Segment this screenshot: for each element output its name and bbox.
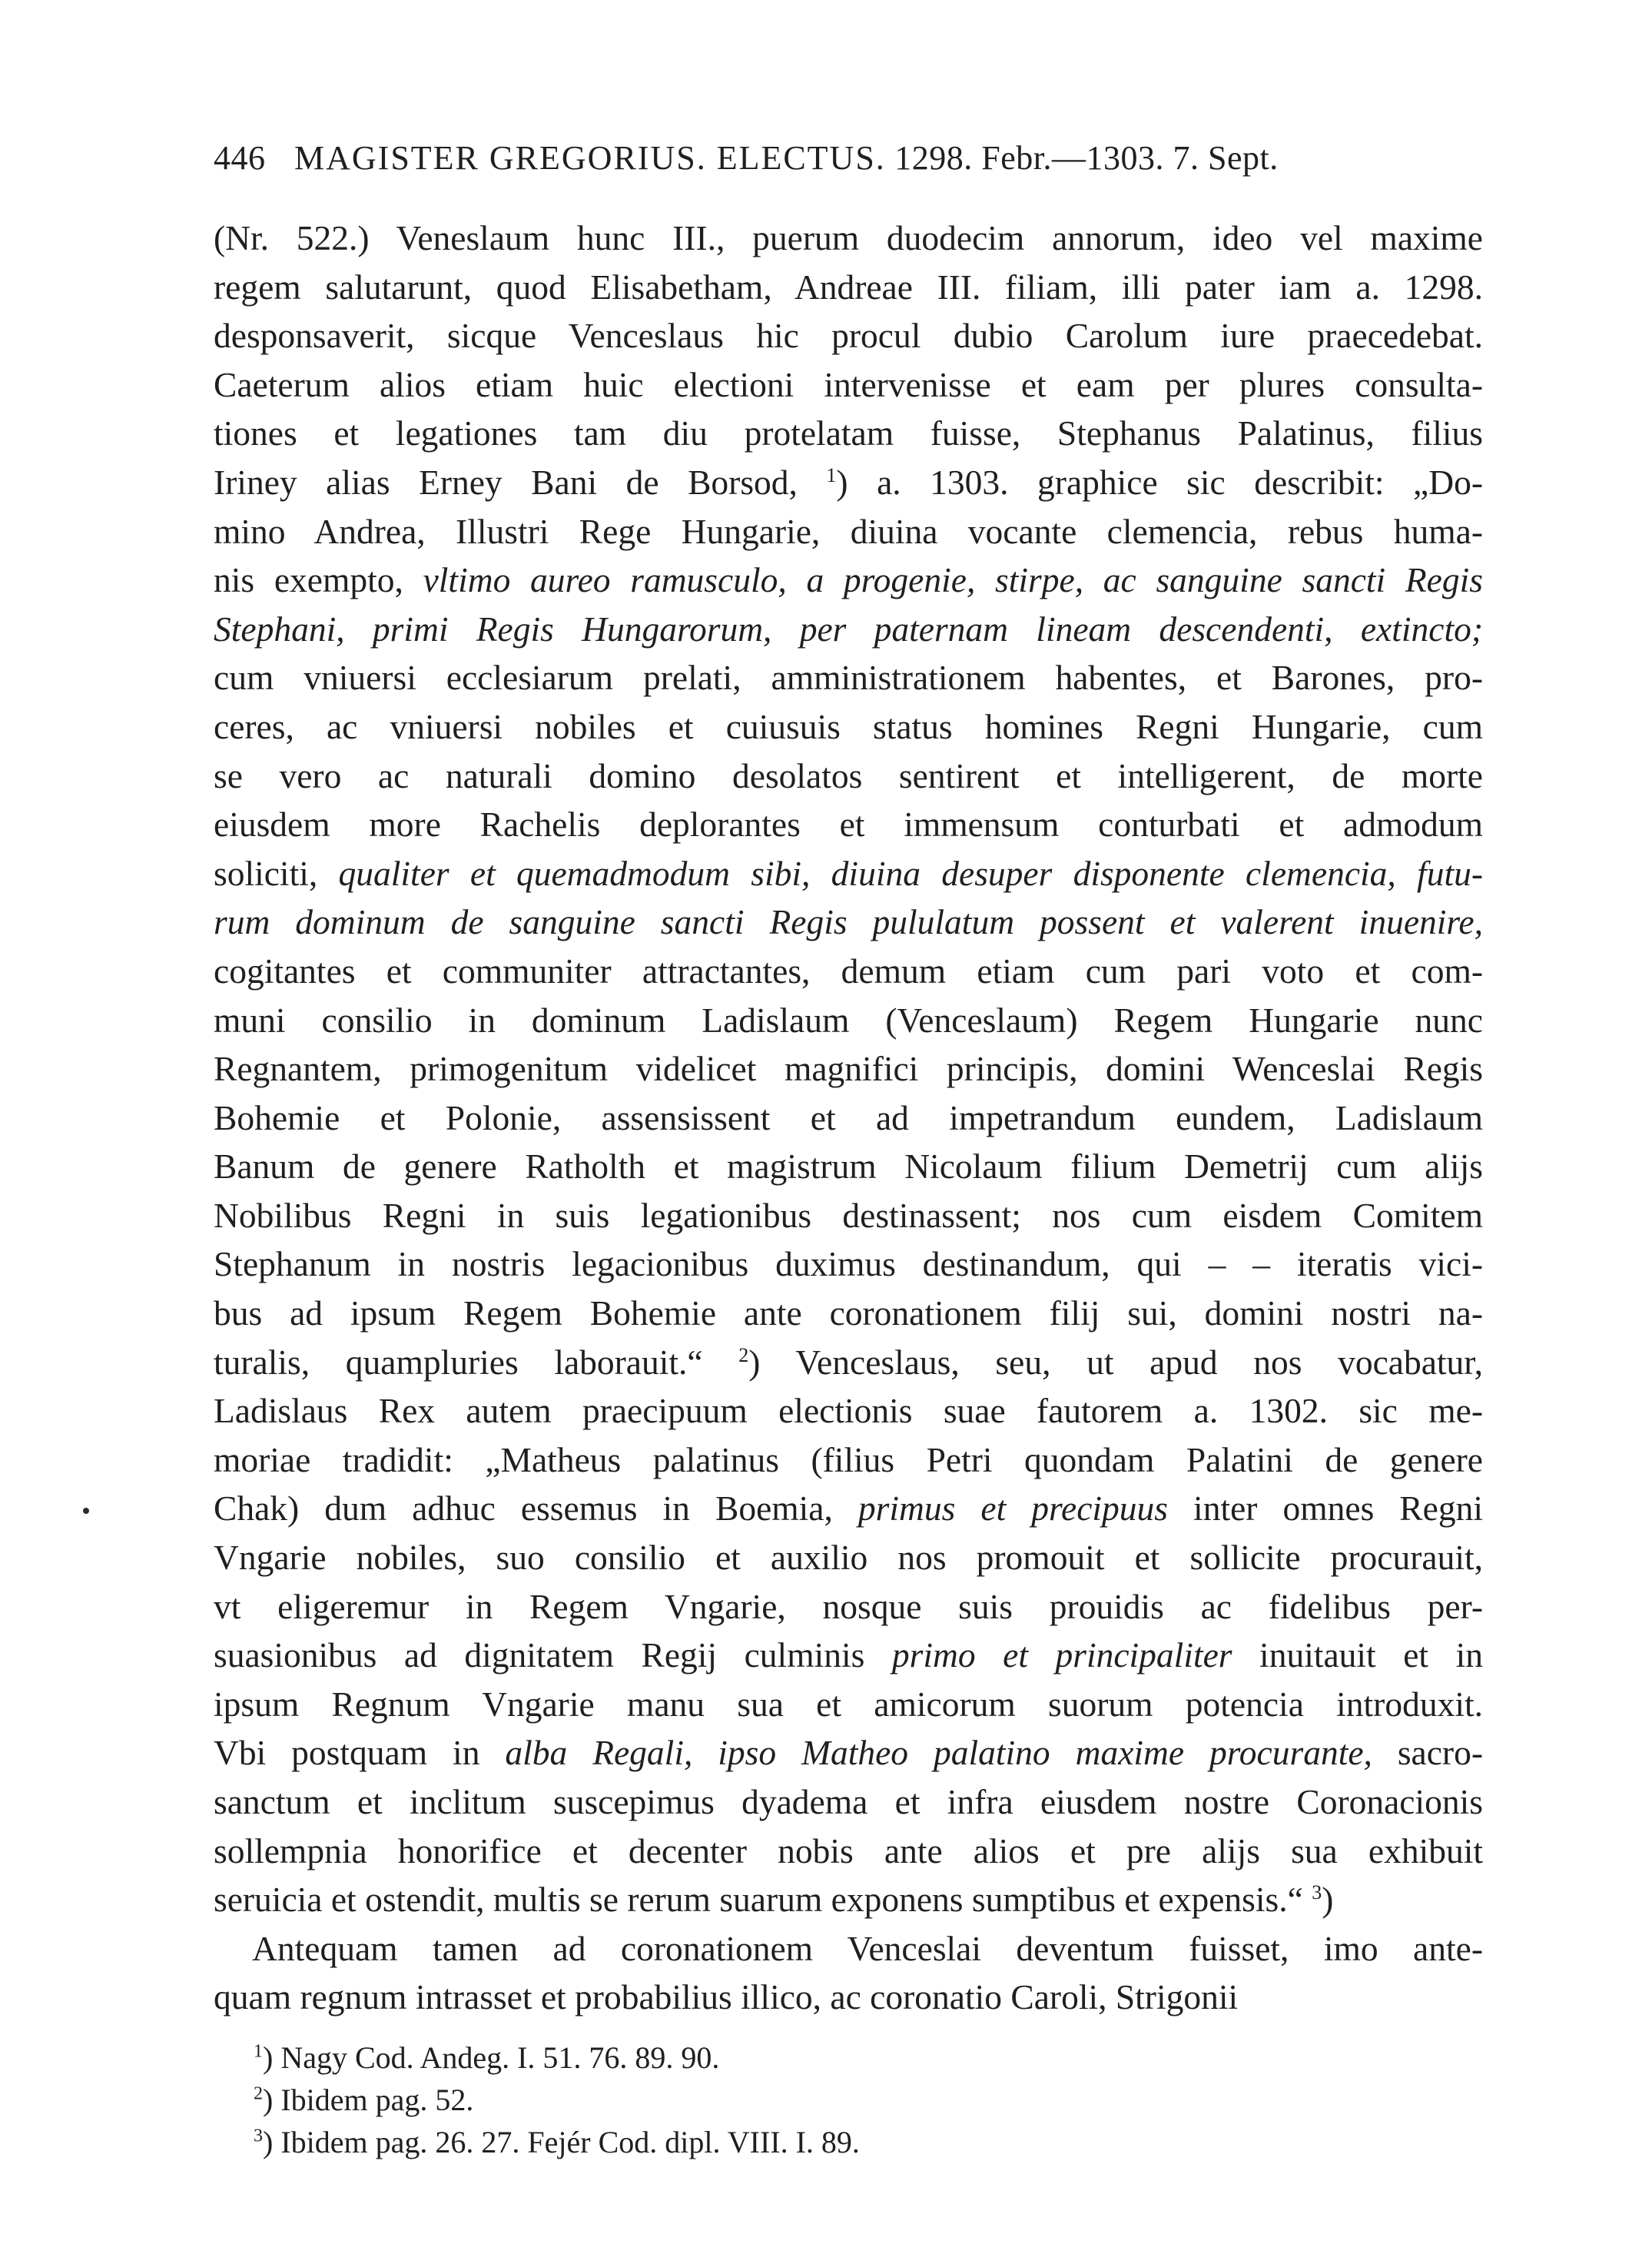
text-line (214, 1094, 1483, 1143)
text-line (214, 605, 1483, 654)
footnote-text: ) Nagy Cod. Andeg. I. 51. 76. 89. 90. (263, 2040, 720, 2075)
text-line (214, 898, 1483, 947)
footnote-text: ) Ibidem pag. 26. 27. Fejér Cod. dipl. VIII. I. 89. (263, 2125, 860, 2159)
footnote-text: ) Ibidem pag. 52. (263, 2083, 474, 2117)
text-line (214, 263, 1483, 312)
text-line (214, 947, 1483, 996)
italic-run: primo et principaliter (891, 1635, 1232, 1675)
text-run: Caeterum alios etiam huic electioni intervenisse et eam per plures consulta- (214, 364, 1483, 404)
text-run: Chak) dum adhuc essemus in Boemia, (214, 1489, 858, 1528)
text-run: turalis, quampluries laborauit.“ (214, 1342, 739, 1382)
text-line (214, 311, 1483, 360)
text-line (214, 556, 1483, 605)
footnote-ref: 3 (1312, 1881, 1322, 1904)
footnote-ref: 1 (826, 463, 837, 486)
footnote (254, 2121, 860, 2163)
text-run: Banum de genere Ratholth et magistrum Nicolaum filium Demetrij cum alijs (214, 1147, 1483, 1187)
text-line (214, 752, 1483, 801)
text-run: soliciti, (214, 853, 339, 893)
running-header (214, 135, 1397, 181)
text-line (214, 1191, 1483, 1240)
text-line (214, 1631, 1483, 1680)
italic-run: vltimo aureo ramusculo, a progenie, stirpe, ac sanguine sancti Regis (423, 560, 1483, 600)
text-run: Ladislaus Rex autem praecipuum electionis suae fautorem a. 1302. sic me- (214, 1391, 1483, 1431)
text-run: moriae tradidit: „Matheus palatinus (filius Petri quondam Palatini de genere (214, 1439, 1483, 1479)
text-run: sacro- (1372, 1733, 1483, 1773)
text-run: vt eligeremur in Regem Vngarie, nosque suis prouidis ac fidelibus per- (214, 1586, 1483, 1626)
text-line (214, 1973, 1483, 2022)
text-line (214, 1680, 1483, 1729)
text-line (214, 1386, 1483, 1436)
body-text (214, 214, 1483, 2022)
footnotes (254, 2036, 860, 2163)
text-run: sanctum et inclitum suscepimus dyadema et infra eiusdem nostre Coronacionis (214, 1782, 1483, 1821)
text-line (214, 653, 1483, 702)
text-run: nis exempto, (214, 560, 423, 600)
text-run: (Nr. 522.) Veneslaum hunc III., puerum duodecim annorum, ideo vel maxime (214, 218, 1483, 257)
text-run: Bohemie et Polonie, assensissent et ad impetrandum eundem, Ladislaum (214, 1097, 1483, 1137)
text-run: cogitantes et communiter attractantes, demum etiam cum pari voto et com- (214, 951, 1483, 991)
text-line (214, 1240, 1483, 1289)
italic-run: Stephani, primi Regis Hungarorum, per paternam lineam descendenti, extincto; (214, 609, 1483, 649)
text-line (214, 800, 1483, 849)
text-line (214, 1142, 1483, 1191)
footnote-mark: 3 (254, 2126, 263, 2146)
page-number: 446 (214, 139, 266, 177)
text-run: ) a. 1303. graphice sic describit: „Do- (836, 462, 1483, 502)
text-run: Stephanum in nostris legacionibus duximus destinandum, qui – – iteratis vici- (214, 1244, 1483, 1284)
text-line (214, 214, 1483, 263)
text-line (214, 702, 1483, 752)
italic-run: alba Regali, ipso Matheo palatino maxime procurante, (505, 1733, 1372, 1773)
text-line (214, 1533, 1483, 1582)
header-title: MAGISTER GREGORIUS. ELECTUS. (294, 139, 886, 177)
text-run: Regnantem, primogenitum videlicet magnifici principis, domini Wenceslai Regis (214, 1049, 1483, 1089)
text-line (214, 409, 1483, 458)
text-run: desponsaverit, sicque Venceslaus hic procul dubio Carolum iure praecedebat. (214, 316, 1483, 356)
text-line (214, 1484, 1483, 1533)
text-run: suasionibus ad dignitatem Regij culminis (214, 1635, 892, 1675)
text-line (214, 507, 1483, 556)
header-dates: 1298. Febr.—1303. 7. Sept. (894, 139, 1279, 177)
text-run: bus ad ipsum Regem Bohemie ante coronationem filij sui, domini nostri na- (214, 1293, 1483, 1333)
footnote-mark: 2 (254, 2083, 263, 2104)
margin-dot (83, 1508, 89, 1514)
text-run: eiusdem more Rachelis deplorantes et immensum conturbati et admodum (214, 805, 1483, 845)
text-line (214, 1338, 1483, 1387)
text-line (214, 1924, 1483, 1973)
text-run: Antequam tamen ad coronationem Venceslai deventum fuisset, imo ante- (252, 1928, 1483, 1968)
text-line (214, 458, 1483, 507)
text-run: cum vniuersi ecclesiarum prelati, amministrationem habentes, et Barones, pro- (214, 658, 1483, 698)
text-run: inter omnes Regni (1168, 1489, 1483, 1528)
text-run: mino Andrea, Illustri Rege Hungarie, diuina vocante clemencia, rebus huma- (214, 511, 1483, 551)
text-run: ) Venceslaus, seu, ut apud nos vocabatur, (748, 1342, 1484, 1382)
text-line (214, 1044, 1483, 1094)
text-run: sollempnia honorifice et decenter nobis ante alios et pre alijs sua exhibuit (214, 1831, 1483, 1870)
italic-run: rum dominum de sanguine sancti Regis pululatum possent et valerent inuenire, (214, 902, 1483, 942)
text-run: tiones et legationes tam diu protelatam fuisse, Stephanus Palatinus, filius (214, 413, 1483, 453)
text-run: ) (1322, 1880, 1334, 1920)
text-run: Nobilibus Regni in suis legationibus destinassent; nos cum eisdem Comitem (214, 1195, 1483, 1235)
text-run: inuitauit et in (1232, 1635, 1484, 1675)
footnote (254, 2036, 860, 2079)
text-line (214, 1827, 1483, 1876)
text-line (214, 360, 1483, 410)
text-line (214, 1777, 1483, 1827)
text-line (214, 849, 1483, 898)
text-run: seruicia et ostendit, multis se rerum suarum exponens sumptibus et expensis.“ (214, 1880, 1312, 1920)
text-line (214, 1289, 1483, 1338)
footnote (254, 2079, 860, 2121)
text-run: se vero ac naturali domino desolatos sentirent et intelligerent, de morte (214, 755, 1483, 795)
text-run: regem salutarunt, quod Elisabetham, Andreae III. filiam, illi pater iam a. 1298. (214, 267, 1483, 307)
text-run: ceres, ac vniuersi nobiles et cuiusuis status homines Regni Hungarie, cum (214, 706, 1483, 746)
text-run: Vbi postquam in (214, 1733, 506, 1773)
text-run: muni consilio in dominum Ladislaum (Venceslaum) Regem Hungarie nunc (214, 1000, 1483, 1040)
text-line (214, 1582, 1483, 1631)
footnote-mark: 1 (254, 2041, 263, 2062)
text-run: Iriney alias Erney Bani de Borsod, (214, 462, 827, 502)
italic-run: qualiter et quemadmodum sibi, diuina desuper disponente clemencia, futu- (338, 853, 1483, 893)
footnote-ref: 2 (738, 1343, 749, 1366)
text-line (214, 996, 1483, 1045)
text-line (214, 1875, 1483, 1924)
text-run: ipsum Regnum Vngarie manu sua et amicorum suorum potencia introduxit. (214, 1684, 1483, 1724)
text-line (214, 1728, 1483, 1777)
text-line (214, 1436, 1483, 1485)
italic-run: primus et precipuus (858, 1489, 1169, 1528)
text-run: quam regnum intrasset et probabilius illico, ac coronatio Caroli, Strigonii (214, 1977, 1239, 2017)
text-run: Vngarie nobiles, suo consilio et auxilio nos promouit et sollicite procurauit, (214, 1538, 1483, 1578)
